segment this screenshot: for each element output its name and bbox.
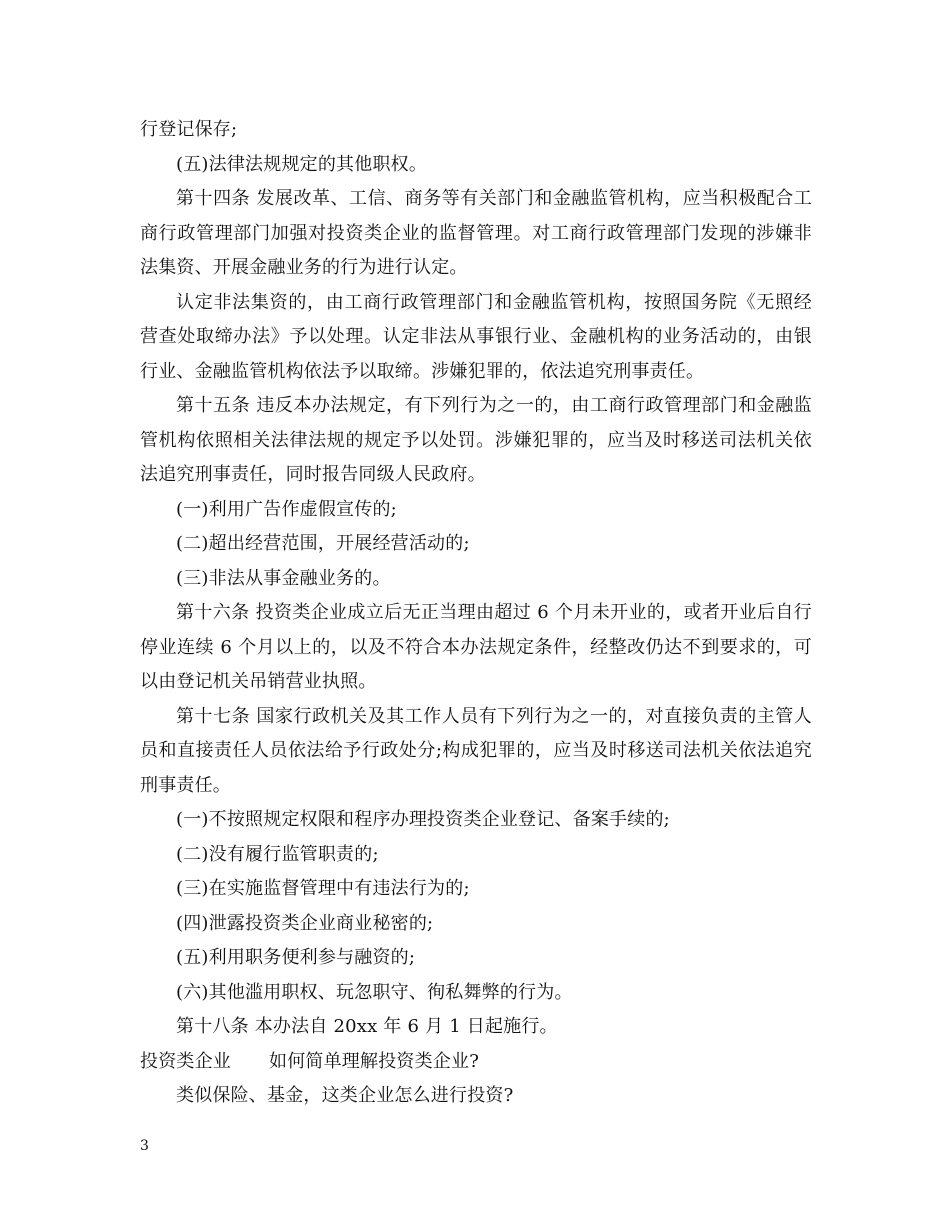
paragraph-12: (二)没有履行监管职责的; — [176, 843, 379, 865]
final-paragraph: 类似保险、基金，这类企业怎么进行投资? — [176, 1085, 514, 1106]
paragraph-15: (五)利用职务便利参与融资的; — [176, 947, 416, 968]
paragraph-4: 认定非法集资的，由工商行政管理部门和金融监管机构，按照国务院《无照经营查处取缔办法》予以处理。认定非法从事银行业、金融机构的业务活动的，由银行业、金融监管机构依法予以取缔。涉嫌犯罪的，依法追究刑事责任。 — [140, 291, 812, 382]
document-body — [140, 113, 812, 1114]
heading-left: 投资类企业 — [140, 1050, 231, 1072]
paragraph-13: (三)在实施监督管理中有违法行为的; — [176, 878, 470, 899]
paragraph-14: (四)泄露投资类企业商业秘密的; — [176, 912, 434, 934]
heading-row — [140, 1045, 812, 1080]
paragraph-5: 第十五条 违反本办法规定，有下列行为之一的，由工商行政管理部门和金融监管机构依照相关法律法规的规定予以处罚。涉嫌犯罪的，应当及时移送司法机关依法追究刑事责任，同时报告同级人民政府。 — [140, 395, 812, 485]
paragraph-1: 行登记保存; — [140, 119, 238, 140]
paragraph-17: 第十八条 本办法自 20xx 年 6 月 1 日起施行。 — [176, 1016, 558, 1037]
paragraph-11: (一)不按照规定权限和程序办理投资类企业登记、备案手续的; — [176, 809, 670, 830]
paragraph-9: 第十六条 投资类企业成立后无正当理由超过 6 个月未开业的，或者开业后自行停业连续 6 个月以上的，以及不符合本办法规定条件，经整改仍达不到要求的，可以由登记机关吊销营业执照。 — [140, 602, 812, 692]
paragraph-10: 第十七条 国家行政机关及其工作人员有下列行为之一的，对直接负责的主管人员和直接责任人员依法给予行政处分;构成犯罪的，应当及时移送司法机关依法追究刑事责任。 — [140, 705, 812, 796]
paragraph-16: (六)其他滥用职权、玩忽职守、徇私舞弊的行为。 — [176, 981, 573, 1003]
heading-right: 如何简单理解投资类企业? — [269, 1050, 480, 1072]
page-number: 3 — [140, 1138, 149, 1154]
paragraph-6: (一)利用广告作虚假宣传的; — [176, 498, 397, 520]
paragraph-8: (三)非法从事金融业务的。 — [176, 567, 391, 589]
paragraph-3: 第十四条 发展改革、工信、商务等有关部门和金融监管机构，应当积极配合工商行政管理部门加强对投资类企业的监督管理。对工商行政管理部门发现的涉嫌非法集资、开展金融业务的行为进行认定。 — [140, 188, 812, 278]
paragraph-7: (二)超出经营范围，开展经营活动的; — [176, 533, 470, 554]
paragraph-2: (五)法律法规规定的其他职权。 — [176, 153, 428, 175]
